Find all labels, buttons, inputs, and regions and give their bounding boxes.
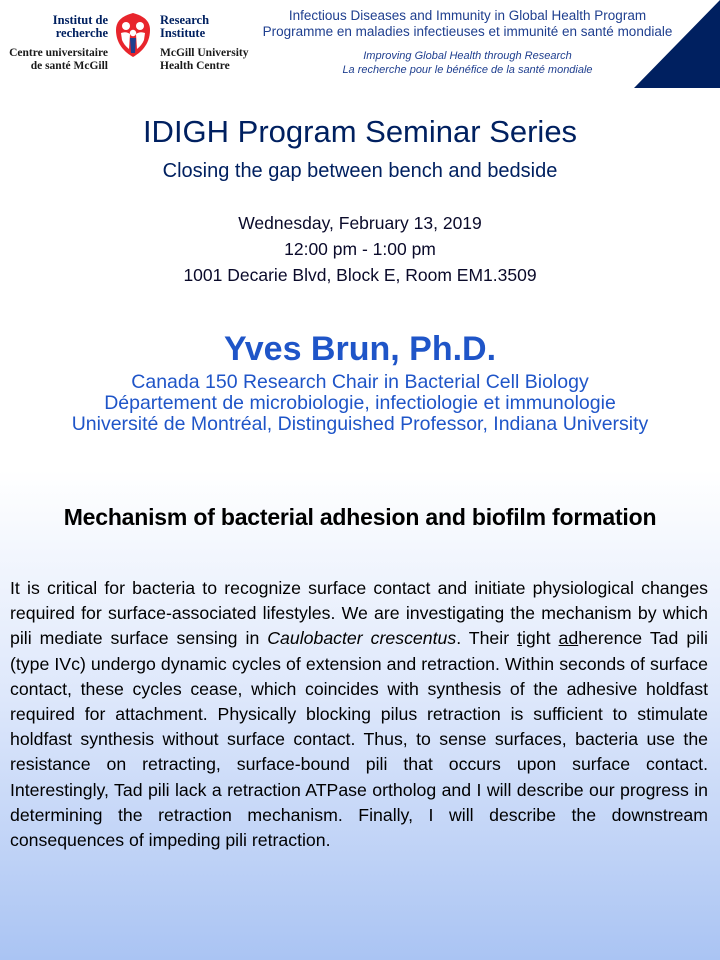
- institute-fr-line1: Institut de: [52, 13, 108, 27]
- tagline-en: Improving Global Health through Research: [363, 50, 572, 62]
- abstract-text-3: herence Tad pili (type IVc) undergo dynamic cycles of extension and retraction. Within seconds of surface contact, these cycles cease, which coincides with synthesis of the adhesive holdfast required for attachment. Physically blocking pilus retraction is sufficient to stimulate holdfast synthesis without surface contact. Thus, to sense surfaces, bacteria use the resistance on retracting, surface-bound pili that occurs upon surface contact. Interestingly, Tad pili lack a retraction ATPase ortholog and I will describe our progress in determining the retraction mechanism. Finally, I will describe the downstream consequences of impeding pili retraction.: [10, 628, 708, 851]
- speaker-name: Yves Brun, Ph.D.: [223, 330, 497, 368]
- affiliation-line-2: Département de microbiologie, infectiologie et immunologie: [104, 392, 616, 414]
- abstract-text-2: . Their: [456, 628, 510, 649]
- centre-fr-line1: Centre universitaire: [9, 47, 108, 59]
- abstract-text-1: It is critical for bacteria to recognize surface contact and initiate physiological changes required for surface-associated lifestyles. We are investigating the mechanism by which pili mediate surface sensing in: [10, 578, 708, 649]
- header: [0, 0, 720, 88]
- centre-en-line1: McGill University: [160, 47, 249, 59]
- event-location: 1001 Decarie Blvd, Block E, Room EM1.3509: [183, 265, 537, 285]
- event-details: [0, 210, 720, 288]
- seminar-title: IDIGH Program Seminar Series: [142, 114, 578, 149]
- talk-title: Mechanism of bacterial adhesion and biofilm formation: [63, 504, 657, 530]
- institute-en-line1: Research: [160, 13, 210, 27]
- seminar-subtitle: Closing the gap between bench and bedside: [162, 160, 558, 182]
- abstract-species-name: Caulobacter crescentus: [267, 628, 457, 649]
- institute-en-line2: Institute: [160, 26, 206, 40]
- corner-triangle-decoration: [634, 0, 720, 88]
- talk-abstract: [10, 576, 708, 853]
- program-name-fr: Programme en maladies infectieuses et immunité en santé mondiale: [262, 24, 673, 39]
- muhc-logo-icon: [114, 12, 152, 58]
- abstract-underline-ad: ad: [558, 628, 579, 649]
- institute-name-french: [0, 14, 108, 72]
- speaker-affiliations: [0, 372, 720, 435]
- event-date: Wednesday, February 13, 2019: [238, 213, 482, 233]
- abstract-underline-t: t: [517, 628, 522, 649]
- centre-fr-line2: de santé McGill: [30, 59, 108, 72]
- centre-en-line2: Health Centre: [160, 59, 230, 72]
- event-time: 12:00 pm - 1:00 pm: [284, 239, 436, 259]
- affiliation-line-1: Canada 150 Research Chair in Bacterial Cell Biology: [131, 371, 589, 393]
- affiliation-line-3: Université de Montréal, Distinguished Professor, Indiana University: [71, 413, 649, 435]
- abstract-text-ight: ight: [522, 628, 551, 649]
- program-name-en: Infectious Diseases and Immunity in Global Health Program: [288, 8, 647, 23]
- program-banner: [250, 8, 685, 77]
- institute-fr-line2: recherche: [55, 26, 108, 40]
- tagline-fr: La recherche pour le bénéfice de la santé mondiale: [342, 64, 593, 76]
